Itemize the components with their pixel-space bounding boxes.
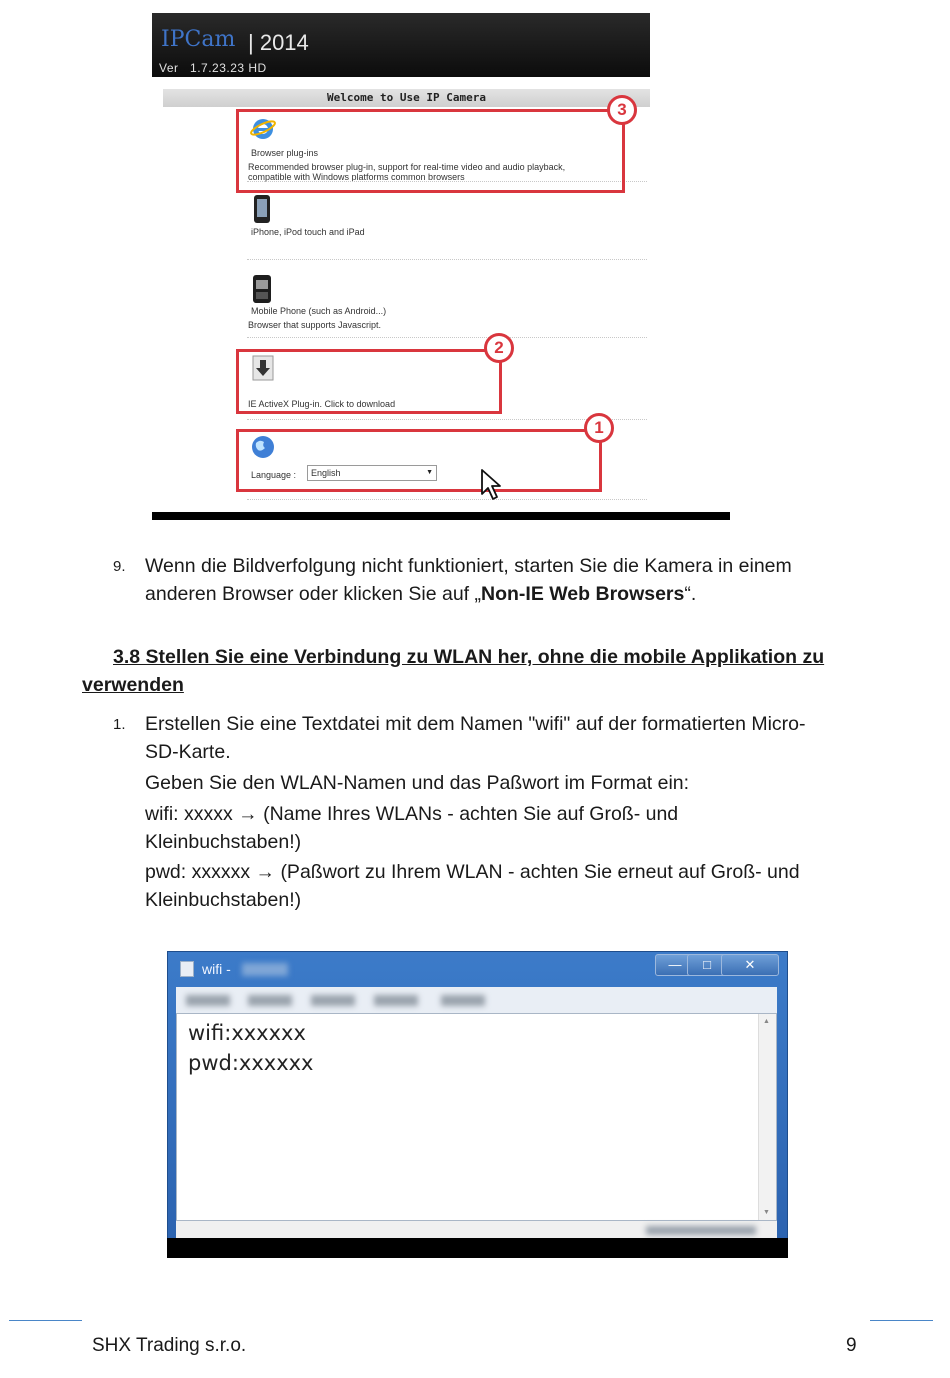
screenshot-bottom-bar — [167, 1238, 788, 1258]
status-bar-blurred — [646, 1226, 756, 1235]
step-badge-2: 2 — [484, 333, 514, 363]
menu-item-1[interactable] — [186, 995, 230, 1006]
window-title: wifi - — [202, 961, 231, 977]
screenshot-bottom-bar — [152, 512, 730, 520]
browser-plugin-title[interactable]: Browser plug-ins — [251, 148, 319, 158]
non-ie-browsers-term: Non-IE Web Browsers — [481, 583, 685, 605]
language-label: Language : — [251, 470, 297, 480]
item9-line2 — [145, 580, 696, 608]
ipcam-year: | 2014 — [248, 30, 309, 55]
activex-download-link[interactable]: IE ActiveX Plug-in. Click to download — [248, 399, 396, 409]
highlight-language — [236, 429, 602, 492]
ipcam-banner — [152, 13, 650, 77]
item9-line2-pre: anderen Browser oder klicken Sie auf „ — [145, 583, 482, 605]
item1-line5: Kleinbuchstaben!) — [145, 831, 302, 853]
footer-rule-left — [9, 1320, 82, 1321]
text-editor-area[interactable] — [176, 1013, 777, 1221]
window-title-blurred — [242, 963, 288, 976]
step-badge-1: 1 — [584, 413, 614, 443]
minimize-button[interactable]: — — [655, 954, 695, 976]
item1-line2: SD-Karte. — [145, 741, 231, 763]
footer-rule-right — [870, 1320, 933, 1321]
notepad-window — [167, 951, 788, 1241]
menu-item-2[interactable] — [248, 995, 292, 1006]
language-select-value: English — [311, 468, 341, 478]
ipcam-screenshot — [152, 13, 730, 520]
scroll-up-icon[interactable]: ▲ — [763, 1018, 770, 1025]
mobile-phone-desc: Browser that supports Javascript. — [248, 320, 382, 330]
menu-item-4[interactable] — [374, 995, 418, 1006]
item1-line3: Geben Sie den WLAN-Namen und das Paßwort im Format ein: — [145, 772, 690, 794]
browser-plugin-desc2: compatible with Windows platforms common browsers — [248, 172, 465, 182]
close-button[interactable]: ✕ — [721, 954, 779, 976]
vertical-scrollbar[interactable] — [758, 1014, 776, 1220]
menu-item-3[interactable] — [311, 995, 355, 1006]
item1-line6: pwd: xxxxxx → (Paßwort zu Ihrem WLAN - achten Sie erneut auf Groß- und — [145, 861, 800, 883]
ipcam-version: Ver 1.7.23.23 HD — [159, 61, 267, 75]
mouse-cursor-icon — [480, 468, 502, 502]
item9-line1: Wenn die Bildverfolgung nicht funktioniert, starten Sie die Kamera in einem — [145, 555, 792, 577]
mobile-phone-icon[interactable] — [253, 275, 271, 303]
iphone-label[interactable]: iPhone, iPod touch and iPad — [251, 227, 365, 237]
list-number-1: 1. — [113, 716, 126, 733]
file-content: wifi:xxxxxx pwd:xxxxxx — [188, 1021, 314, 1075]
list-number-9: 9. — [113, 558, 126, 575]
menu-item-5[interactable] — [441, 995, 485, 1006]
item9-line2-post: “. — [684, 583, 697, 605]
page-number: 9 — [846, 1335, 857, 1356]
item1-line7: Kleinbuchstaben!) — [145, 889, 302, 911]
section-heading-3-8: 3.8 Stellen Sie eine Verbindung zu WLAN her, ohne die mobile Applikation zu verwenden — [82, 646, 825, 696]
ipcam-logo: IPCam — [161, 27, 236, 52]
mobile-phone-label[interactable]: Mobile Phone (such as Android...) — [251, 306, 387, 316]
maximize-button[interactable]: □ — [687, 954, 727, 976]
browser-plugin-desc1: Recommended browser plug-in, support for real-time video and audio playback, — [248, 162, 566, 172]
notepad-screenshot — [167, 951, 788, 1258]
item1-line1: Erstellen Sie eine Textdatei mit dem Namen "wifi" auf der formatierten Micro- — [145, 713, 806, 735]
menu-bar — [176, 987, 777, 1013]
welcome-header: Welcome to Use IP Camera — [163, 89, 650, 107]
notepad-icon — [180, 961, 194, 977]
highlight-activex — [236, 349, 502, 414]
iphone-icon[interactable] — [254, 195, 270, 223]
chevron-down-icon: ▼ — [426, 469, 433, 476]
status-bar — [176, 1221, 777, 1239]
highlight-browser-plugins — [236, 109, 625, 193]
item1-line4: wifi: xxxxx → (Name Ihres WLANs - achten Sie auf Groß- und — [145, 803, 679, 825]
footer-company: SHX Trading s.r.o. — [92, 1335, 247, 1356]
step-badge-3: 3 — [607, 95, 637, 125]
scroll-down-icon[interactable]: ▼ — [763, 1209, 770, 1216]
